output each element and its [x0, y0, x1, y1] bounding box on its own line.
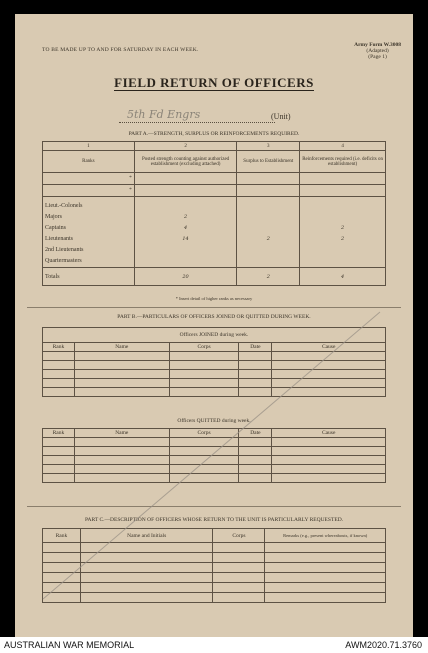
joined-caption: Officers JOINED during week. — [43, 328, 386, 343]
pencil-cancel-stroke — [15, 14, 413, 637]
header-reinforcements: Reinforcements required (i.e. deficits on establishment) — [300, 151, 386, 173]
form-sheet — [15, 14, 413, 637]
rank-label: Quartermasters — [45, 258, 82, 264]
col-rank: Rank — [43, 343, 75, 352]
col-corps: Corps — [213, 529, 265, 543]
col-name: Name — [74, 343, 169, 352]
surplus-value: 2 — [266, 236, 270, 242]
totals-label: Totals — [43, 268, 135, 286]
col-name-initials: Name and Initials — [80, 529, 213, 543]
col-remarks: Remarks (e.g., present whereabouts, if known) — [265, 529, 386, 543]
form-id: Army Form W.3008 — [354, 42, 401, 48]
col-number: 2 — [134, 142, 237, 151]
col-rank: Rank — [43, 428, 75, 437]
col-cause: Cause — [272, 343, 386, 352]
totals-posted: 20 — [134, 268, 237, 286]
part-c-heading: PART C.—DESCRIPTION OF OFFICERS WHOSE RETURN TO THE UNIT IS PARTICULARLY REQUESTED. — [84, 517, 344, 523]
form-page: (Page 1) — [368, 54, 387, 60]
posted-value: 14 — [182, 236, 189, 242]
rank-label: 2nd Lieutenants — [45, 247, 84, 253]
col-rank: Rank — [43, 529, 81, 543]
page-title-text: FIELD RETURN OF OFFICERS — [114, 75, 314, 90]
posted-value: 2 — [183, 214, 188, 220]
footer-left: AUSTRALIAN WAR MEMORIAL — [4, 640, 135, 650]
quitted-caption: Officers QUITTED during week. — [43, 414, 386, 428]
col-date: Date — [239, 343, 272, 352]
col-number: 3 — [237, 142, 300, 151]
footnote: * Insert detail of higher ranks as necessary — [175, 296, 253, 301]
totals-reinf: 4 — [300, 268, 386, 286]
rank-label: Captains — [45, 225, 66, 231]
rank-label: Majors — [45, 214, 62, 220]
posted-value: 4 — [183, 225, 188, 231]
footer — [0, 637, 428, 653]
header-ranks: Ranks — [43, 151, 135, 173]
col-corps: Corps — [169, 428, 239, 437]
reinf-value: 2 — [341, 225, 345, 231]
footer-right: AWM2020.71.3760 — [345, 640, 422, 650]
rank-label: Lieut.-Colonels — [45, 203, 83, 209]
form-adapted: (Adapted) — [366, 48, 389, 54]
col-cause: Cause — [272, 428, 386, 437]
unit-value: 5th Fd Engrs — [119, 108, 275, 123]
star-mark: * — [43, 173, 135, 185]
col-number: 4 — [300, 142, 386, 151]
totals-surplus: 2 — [237, 268, 300, 286]
header-instruction: TO BE MADE UP TO AND FOR SATURDAY IN EACH WEEK. — [42, 47, 199, 53]
unit-label: (Unit) — [271, 112, 291, 121]
reinf-value: 2 — [341, 236, 345, 242]
header-posted: Posted strength counting against authorized establishment (excluding attached) — [134, 151, 237, 173]
col-number: 1 — [43, 142, 135, 151]
rank-label: Lieutenants — [45, 236, 73, 242]
header-surplus: Surplus to Establishment — [237, 151, 300, 173]
col-corps: Corps — [169, 343, 239, 352]
star-mark: * — [43, 185, 135, 197]
col-name: Name — [74, 428, 169, 437]
part-a-heading: PART A.—STRENGTH, SURPLUS OR REINFORCEMENTS REQUIRED. — [128, 131, 300, 137]
part-b-heading: PART B.—PARTICULARS OF OFFICERS JOINED OR QUITTED DURING WEEK. — [117, 314, 311, 320]
col-date: Date — [239, 428, 272, 437]
